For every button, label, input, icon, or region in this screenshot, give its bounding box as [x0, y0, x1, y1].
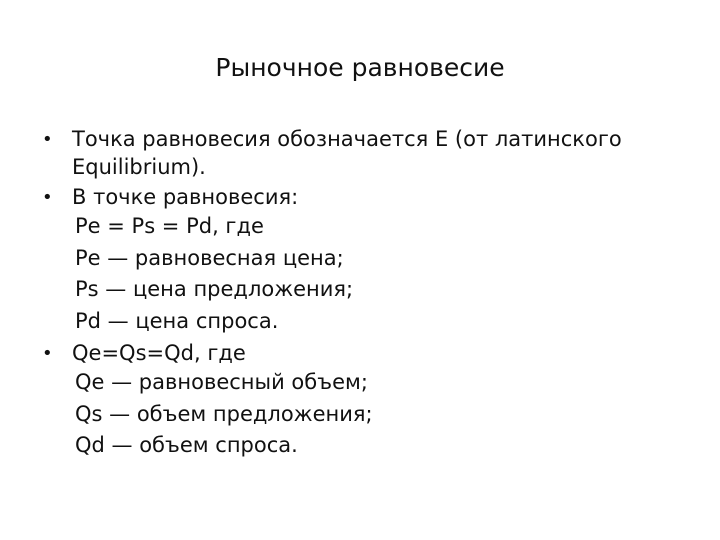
definition-line: Рs — цена предложения; — [75, 277, 354, 301]
bullet-text: В точке равновесия: — [72, 185, 299, 209]
definition-line: Qs — объем предложения; — [75, 401, 373, 426]
bullet-item — [40, 183, 690, 337]
bullet-icon: • — [42, 129, 53, 150]
definition-line: Qе — равновесный объем; — [75, 370, 368, 394]
formula-line: Ре = Рs = Рd, где — [75, 214, 264, 238]
bullet-item — [40, 125, 690, 181]
bullet-icon: • — [42, 187, 53, 208]
definition-line: Qd — объем спроса. — [75, 433, 298, 457]
definition-line: Ре — равновесная цена; — [75, 245, 344, 270]
definition-line: Рd — цена спроса. — [75, 308, 279, 333]
bullet-item — [40, 339, 690, 462]
bullet-text: Точка равновесия обозначается Е (от латинского Equilibrium). — [72, 127, 622, 179]
bullet-text: Qe=Qs=Qd, где — [72, 341, 246, 365]
slide-title: Рыночное равновесие — [215, 53, 505, 82]
slide-content — [40, 125, 690, 462]
bullet-icon: • — [42, 343, 53, 364]
